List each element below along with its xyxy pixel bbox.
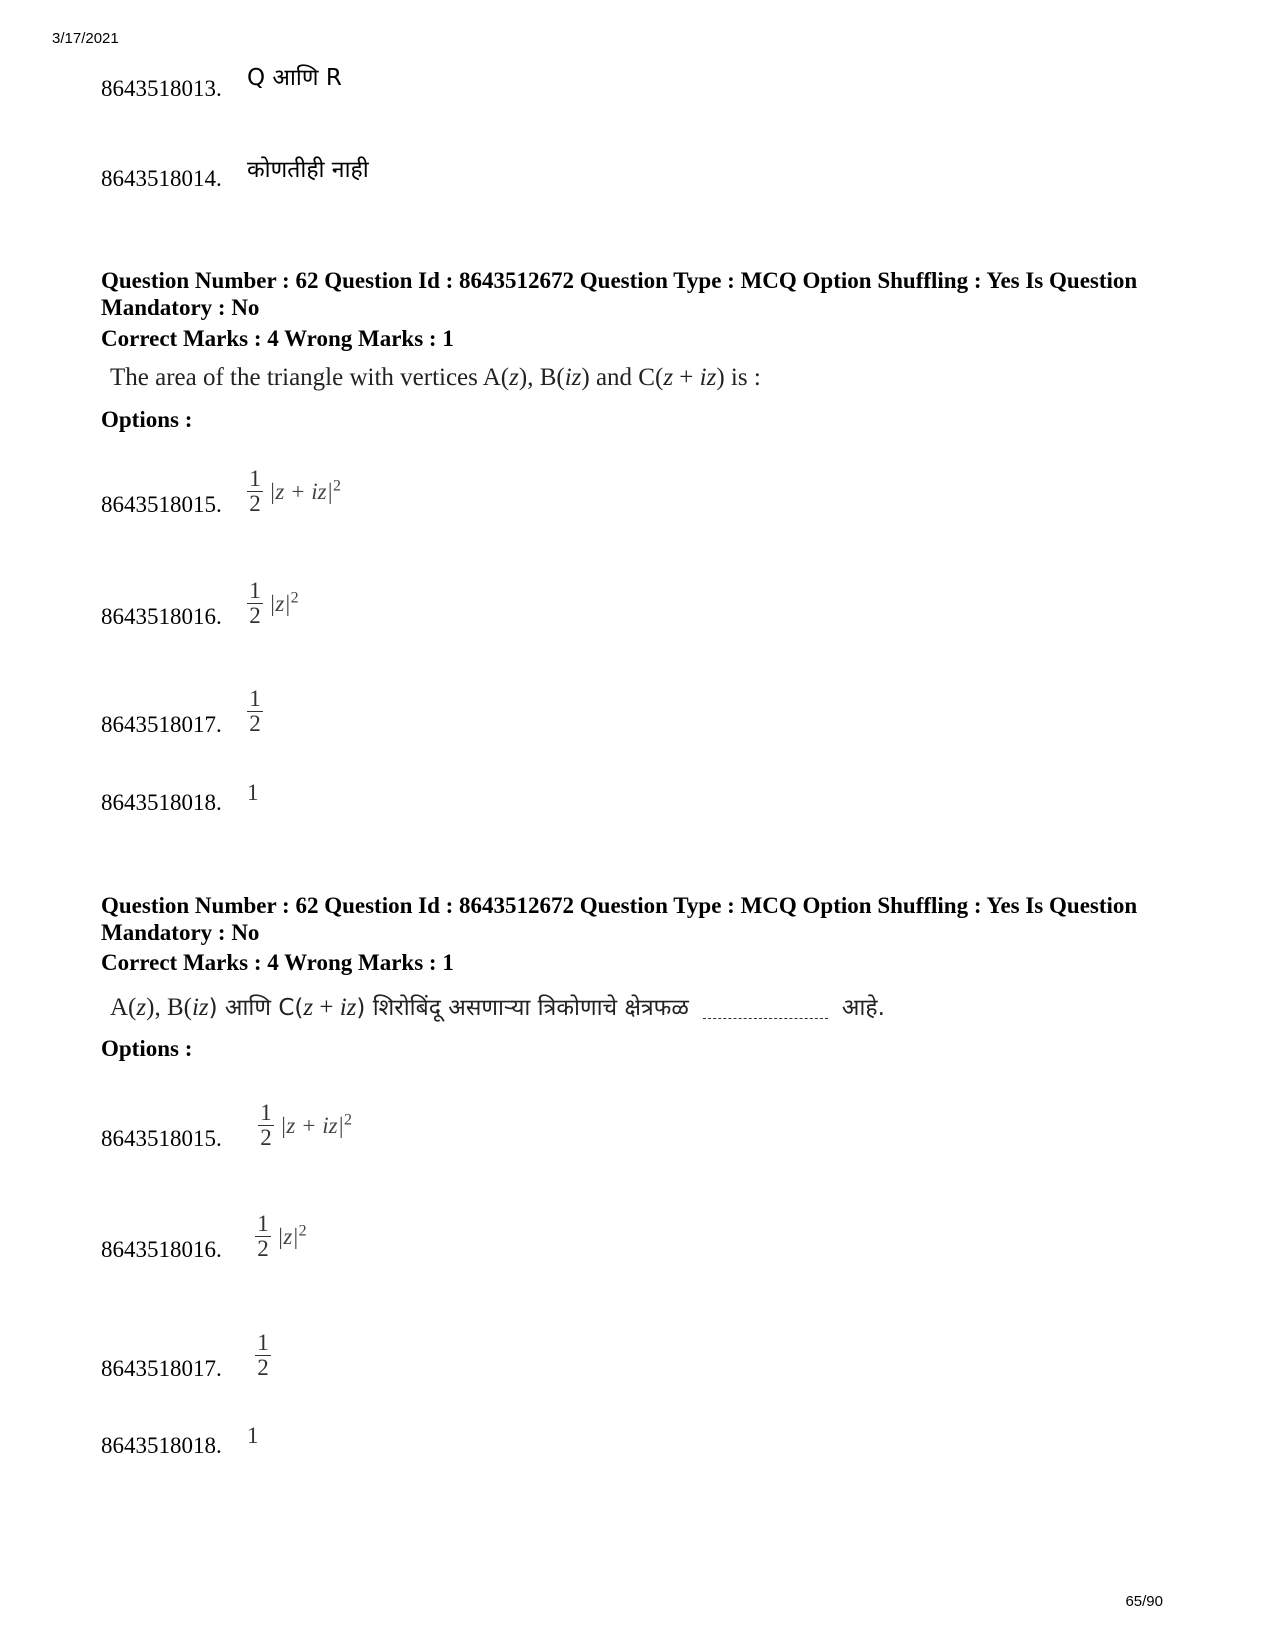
question-text: The area of the triangle with vertices A(z), B(iz) and C(z + iz) is :: [110, 364, 761, 391]
abs-expression: $|z + iz|^2$: [269, 477, 341, 505]
fraction: $\frac{1}{2}$: [255, 1331, 271, 1381]
print-date: 3/17/2021: [52, 30, 119, 47]
options-label: Options :: [101, 407, 193, 432]
option-8643518015: [101, 1099, 352, 1152]
option-id: 8643518018.: [101, 1433, 222, 1458]
abs-expression: $|z|^2$: [277, 1222, 307, 1250]
options-label: Options :: [101, 1036, 193, 1061]
option-id: 8643518017.: [101, 712, 222, 737]
option-id: 8643518016.: [101, 604, 222, 629]
page-number: 65/90: [1125, 1593, 1163, 1610]
question-header: Question Number : 62 Question Id : 8643512672 Question Type : MCQ Option Shuffling : Yes Is Question Mandatory : No: [101, 893, 1138, 945]
option-id: 8643518016.: [101, 1237, 222, 1262]
fraction: $\frac{1}{2}$: [247, 687, 263, 737]
abs-expression: $|z + iz|^2$: [280, 1111, 352, 1139]
abs-expression: $|z|^2$: [269, 589, 299, 617]
option-value: 1: [247, 1423, 259, 1448]
option-8643518016: [101, 577, 299, 630]
fraction: $\frac{1}{2}$: [255, 1212, 271, 1262]
option-8643518016: [101, 1210, 307, 1263]
option-8643518015: [101, 465, 341, 518]
question-marks: Correct Marks : 4 Wrong Marks : 1: [101, 950, 454, 975]
answer-blank: [703, 1018, 828, 1019]
option-text: Q आणि R: [247, 65, 342, 91]
option-8643518017: [101, 1329, 269, 1382]
option-id: 8643518018.: [101, 790, 222, 815]
option-math: [258, 1101, 352, 1151]
fraction: $\frac{1}{2}$: [258, 1101, 274, 1151]
option-math: [255, 1331, 277, 1381]
fraction: $\frac{1}{2}$: [247, 579, 263, 629]
option-math: [247, 579, 299, 629]
option-id: 8643518015.: [101, 1126, 222, 1151]
option-text: कोणतीही नाही: [247, 157, 369, 183]
option-8643518013: [101, 65, 342, 102]
option-math: [247, 467, 341, 517]
fraction: $\frac{1}{2}$: [247, 467, 263, 517]
option-value: 1: [247, 780, 259, 805]
option-8643518017: [101, 685, 261, 738]
option-8643518018: [101, 780, 259, 816]
option-id: 8643518013.: [101, 76, 222, 101]
option-8643518014: [101, 157, 369, 192]
option-id: 8643518014.: [101, 166, 222, 191]
option-math: [247, 687, 269, 737]
option-8643518018: [101, 1423, 259, 1459]
option-math: [255, 1212, 307, 1262]
question-header: Question Number : 62 Question Id : 8643512672 Question Type : MCQ Option Shuffling : Yes Is Question Mandatory : No: [101, 268, 1138, 320]
option-id: 8643518017.: [101, 1356, 222, 1381]
option-id: 8643518015.: [101, 492, 222, 517]
question-text: A(z), B(iz) आणि C(z + iz) शिरोबिंदू असणाऱ्या त्रिकोणाचे क्षेत्रफळ आहे.: [110, 994, 885, 1021]
question-marks: Correct Marks : 4 Wrong Marks : 1: [101, 326, 454, 351]
